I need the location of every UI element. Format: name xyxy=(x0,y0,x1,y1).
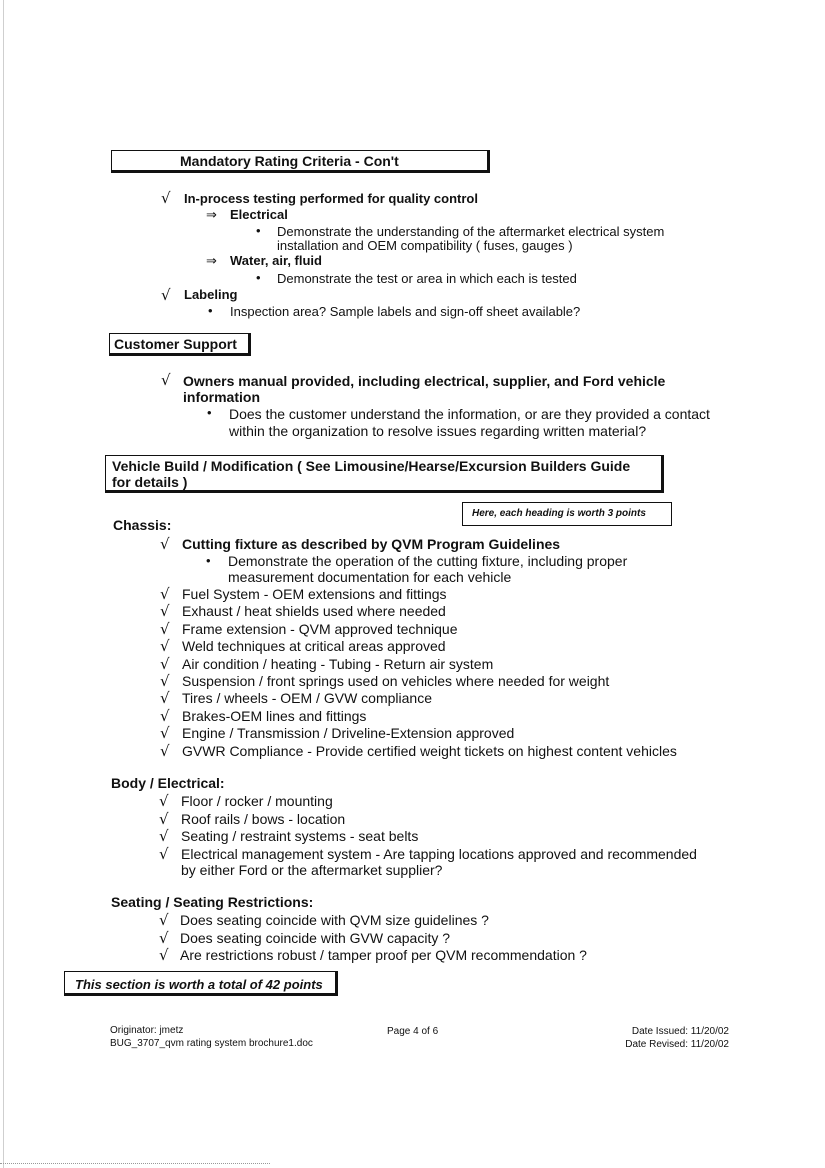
item-cutting-fixture: Cutting fixture as described by QVM Program Guidelines xyxy=(182,536,561,552)
check-icon: √ xyxy=(160,724,170,742)
check-icon: √ xyxy=(160,620,170,638)
item-in-process-testing: In-process testing performed for quality control xyxy=(184,191,478,206)
seating-item: Does seating coincide with GVW capacity ? xyxy=(180,930,451,946)
check-icon: √ xyxy=(160,637,170,655)
points-note: Here, each heading is worth 3 points xyxy=(472,508,646,519)
bullet-icon: • xyxy=(207,405,212,420)
chassis-item: Frame extension - QVM approved technique xyxy=(182,621,458,637)
check-icon: √ xyxy=(159,827,169,845)
check-icon: √ xyxy=(159,845,169,863)
seating-item: Are restrictions robust / tamper proof per QVM recommendation ? xyxy=(180,947,587,963)
bullet-line: Inspection area? Sample labels and sign-off sheet available? xyxy=(230,304,581,319)
bullet-icon: • xyxy=(208,303,213,318)
check-icon: √ xyxy=(160,602,170,620)
seating-item: Does seating coincide with QVM size guidelines ? xyxy=(180,912,489,928)
chassis-item: Tires / wheels - OEM / GVW compliance xyxy=(182,690,432,706)
bullet-line: installation and OEM compatibility ( fuses, gauges ) xyxy=(277,238,573,253)
item-owners-manual: Owners manual provided, including electrical, supplier, and Ford vehicle xyxy=(183,373,666,389)
section-heading-customer-support: Customer Support xyxy=(114,336,237,352)
item-owners-manual-cont: information xyxy=(183,389,260,405)
bullet-line: Does the customer understand the information, or are they provided a contact xyxy=(229,406,710,422)
footer-originator: Originator: jmetz xyxy=(110,1025,184,1036)
check-icon: √ xyxy=(159,911,169,929)
check-icon: √ xyxy=(160,655,170,673)
footer-date-revised: Date Revised: 11/20/02 xyxy=(625,1039,729,1050)
chassis-item: Fuel System - OEM extensions and fittings xyxy=(182,586,447,602)
bullet-line: Demonstrate the test or area in which each is tested xyxy=(277,271,577,286)
check-icon: √ xyxy=(160,672,170,690)
check-icon: √ xyxy=(160,742,170,760)
section-heading-vehicle-build-cont: for details ) xyxy=(112,474,188,490)
check-icon: √ xyxy=(161,371,171,389)
footer-filename: BUG_3707_qvm rating system brochure1.doc xyxy=(110,1038,313,1049)
scan-edge-bottom xyxy=(0,1163,270,1165)
bullet-line: measurement documentation for each vehicle xyxy=(228,569,512,585)
sub-item-water-air-fluid: Water, air, fluid xyxy=(230,253,322,268)
body-item: Roof rails / bows - location xyxy=(181,811,346,827)
check-icon: √ xyxy=(160,585,170,603)
bullet-icon: • xyxy=(206,553,211,568)
scan-edge xyxy=(3,0,4,1168)
chassis-item: Weld techniques at critical areas approved xyxy=(182,638,446,654)
item-labeling: Labeling xyxy=(184,287,238,302)
check-icon: √ xyxy=(159,929,169,947)
check-icon: √ xyxy=(161,286,171,304)
check-icon: √ xyxy=(159,946,169,964)
check-icon: √ xyxy=(161,189,171,207)
check-icon: √ xyxy=(159,810,169,828)
arrow-icon: ⇒ xyxy=(206,253,217,268)
subheading-body-electrical: Body / Electrical: xyxy=(111,775,225,791)
section-heading-vehicle-build: Vehicle Build / Modification ( See Limousine/Hearse/Excursion Builders Guide xyxy=(112,458,631,474)
bullet-line: within the organization to resolve issues regarding written material? xyxy=(229,423,647,439)
check-icon: √ xyxy=(160,689,170,707)
body-item: Seating / restraint systems - seat belts xyxy=(181,828,419,844)
footer-date-issued: Date Issued: 11/20/02 xyxy=(631,1026,729,1037)
footer-page-number: Page 4 of 6 xyxy=(387,1026,439,1037)
section-total: This section is worth a total of 42 points xyxy=(75,977,323,992)
check-icon: √ xyxy=(159,792,169,810)
subheading-chassis: Chassis: xyxy=(113,517,172,533)
body-item: Electrical management system - Are tapping locations approved and recommended xyxy=(181,846,697,862)
chassis-item: Engine / Transmission / Driveline-Extension approved xyxy=(182,725,515,741)
body-item: Floor / rocker / mounting xyxy=(181,793,333,809)
bullet-line: Demonstrate the operation of the cutting fixture, including proper xyxy=(228,553,628,569)
arrow-icon: ⇒ xyxy=(206,207,217,222)
chassis-item: Air condition / heating - Tubing - Return air system xyxy=(182,656,494,672)
chassis-item: Brakes-OEM lines and fittings xyxy=(182,708,367,724)
chassis-item: Exhaust / heat shields used where needed xyxy=(182,603,446,619)
bullet-icon: • xyxy=(256,270,261,285)
body-item-cont: by either Ford or the aftermarket supplier? xyxy=(181,862,443,878)
section-heading-mandatory: Mandatory Rating Criteria - Con't xyxy=(180,153,399,169)
check-icon: √ xyxy=(160,535,170,553)
check-icon: √ xyxy=(160,707,170,725)
chassis-item: Suspension / front springs used on vehicles where needed for weight xyxy=(182,673,610,689)
sub-item-electrical: Electrical xyxy=(230,207,288,222)
bullet-line: Demonstrate the understanding of the aftermarket electrical system xyxy=(277,224,665,239)
chassis-item: GVWR Compliance - Provide certified weight tickets on highest content vehicles xyxy=(182,743,677,759)
subheading-seating: Seating / Seating Restrictions: xyxy=(111,894,314,910)
bullet-icon: • xyxy=(256,223,261,238)
